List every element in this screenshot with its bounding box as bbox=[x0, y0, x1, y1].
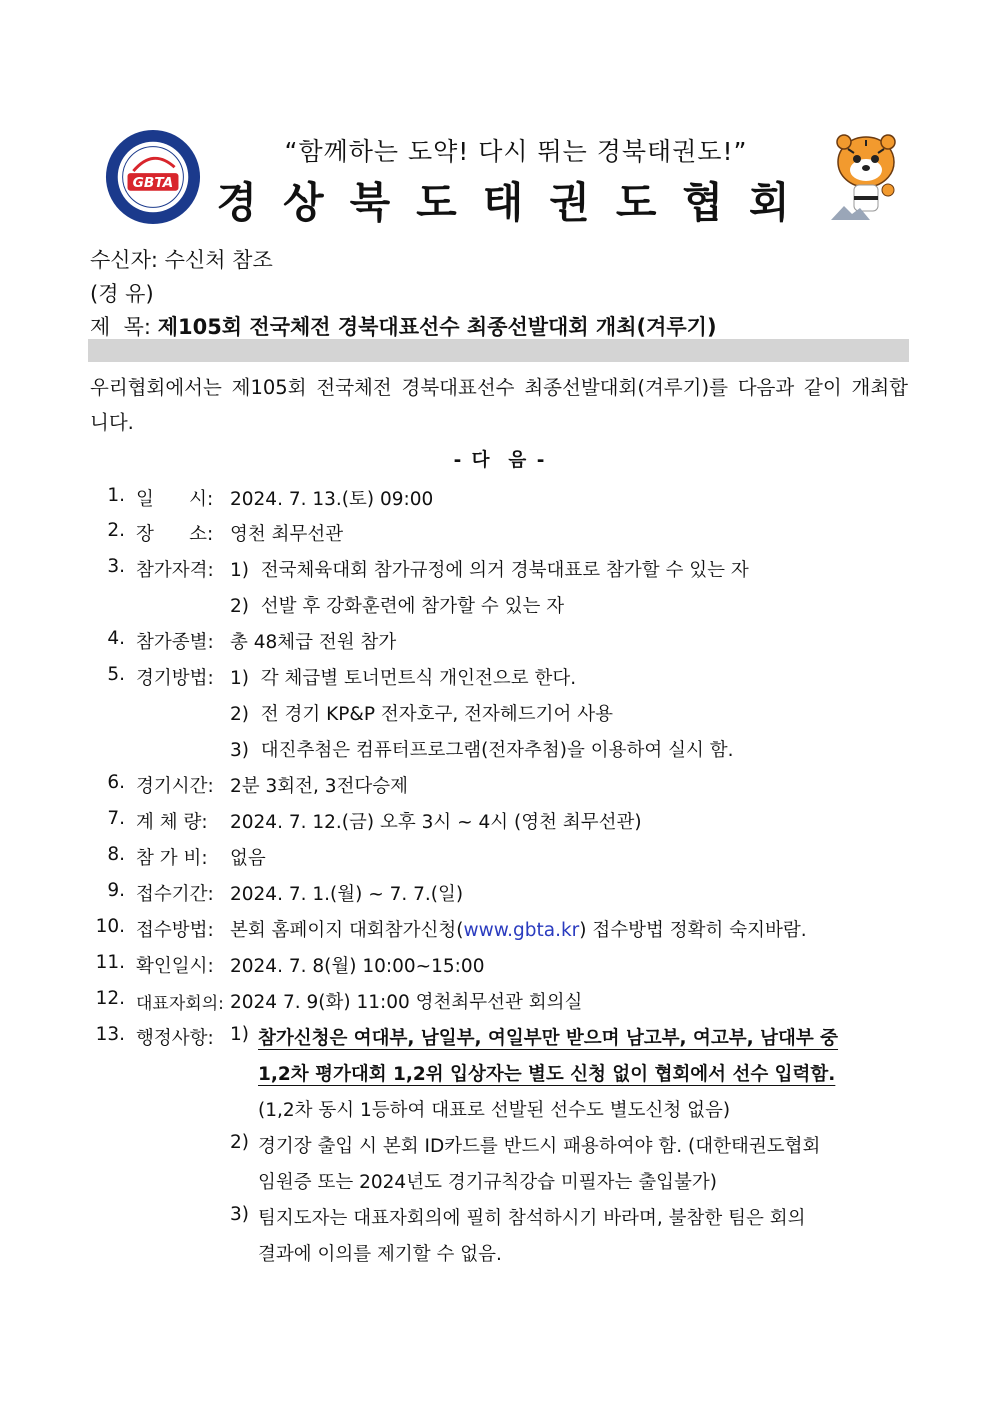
item-label: 접수기간: bbox=[136, 884, 214, 905]
admin-item-3-line-2: 결과에 이의를 제기할 수 없음. bbox=[258, 1244, 502, 1265]
recipient-line bbox=[90, 244, 273, 274]
item-number: 8. bbox=[107, 844, 125, 865]
item-value: 총 48체급 전원 참가 bbox=[230, 632, 397, 653]
recipient-label: 수신자: bbox=[90, 248, 158, 272]
item-label: 경기시간: bbox=[136, 776, 214, 797]
item-label: 참 가 비: bbox=[136, 848, 208, 869]
website-link[interactable]: www.gbta.kr bbox=[463, 920, 580, 941]
item-value: 1) 각 체급별 토너먼트식 개인전으로 한다. bbox=[230, 668, 577, 689]
item-label: 경기방법: bbox=[136, 668, 214, 689]
item-label: 참가자격: bbox=[136, 560, 214, 581]
item-5-sub-3: 3) 대진추첨은 컴퓨터프로그램(전자추첨)을 이용하여 실시 함. bbox=[230, 740, 734, 761]
section-title: - 다 음 - bbox=[453, 450, 547, 471]
admin-item-1-line-2 bbox=[258, 1060, 835, 1086]
admin-item-number: 2) bbox=[230, 1132, 249, 1153]
slogan: “함께하는 도약! 다시 뛰는 경북태권도!” bbox=[284, 137, 748, 166]
item-value: 없음 bbox=[230, 848, 266, 869]
item-label: 일 시: bbox=[136, 489, 214, 510]
item-number: 13. bbox=[95, 1024, 125, 1045]
item-number: 7. bbox=[107, 808, 125, 829]
admin-line: 팀지도자는 대표자회의에 필히 참석하시기 바라며, 불참한 팀은 회의 bbox=[258, 1208, 806, 1229]
recipient-value: 수신처 참조 bbox=[164, 248, 273, 272]
item-value: 영천 최무선관 bbox=[230, 524, 344, 545]
item-value-before: 본회 홈페이지 대회참가신청( bbox=[230, 920, 464, 941]
item-label: 참가종별: bbox=[136, 632, 214, 653]
item-value: 2024. 7. 13.(토) 09:00 bbox=[230, 489, 434, 510]
organization-name: 경상북도태권도협회 bbox=[216, 178, 816, 227]
item-value-after: ) 접수방법 정확히 숙지바람. bbox=[579, 920, 807, 941]
item-value: 1) 전국체육대회 참가규정에 의거 경북대표로 참가할 수 있는 자 bbox=[230, 560, 749, 581]
item-label: 접수방법: bbox=[136, 920, 214, 941]
item-3-sub-2: 2) 선발 후 강화훈련에 참가할 수 있는 자 bbox=[230, 596, 565, 617]
item-value: 2024 7. 9(화) 11:00 영천최무선관 회의실 bbox=[230, 992, 583, 1013]
item-number: 4. bbox=[107, 628, 125, 649]
item-number: 11. bbox=[95, 952, 125, 973]
item-number: 1. bbox=[107, 485, 125, 506]
item-label: 대표자회의: bbox=[136, 994, 224, 1014]
item-value: 2024. 7. 1.(월) ~ 7. 7.(일) bbox=[230, 884, 464, 905]
item-label: 행정사항: bbox=[136, 1028, 214, 1049]
admin-line: 참가신청은 여대부, 남일부, 여일부만 받으며 남고부, 여고부, 남대부 중 bbox=[258, 1028, 839, 1049]
admin-item-1-line-3: (1,2차 동시 1등하여 대표로 선발된 선수도 별도신청 없음) bbox=[258, 1100, 731, 1121]
admin-item-number: 3) bbox=[230, 1204, 249, 1225]
item-value: 2분 3회전, 3전다승제 bbox=[230, 776, 409, 797]
item-label: 확인일시: bbox=[136, 956, 214, 977]
subject-value: 제105회 전국체전 경북대표선수 최종선발대회 개최(겨루기) bbox=[157, 315, 717, 339]
item-number: 10. bbox=[95, 916, 125, 937]
intro-paragraph: 우리협회에서는 제105회 전국체전 경북대표선수 최종선발대회(겨루기)를 다음과 같이 개최합니다. bbox=[90, 376, 908, 434]
item-number: 6. bbox=[107, 772, 125, 793]
item-number: 3. bbox=[107, 556, 125, 577]
item-5-sub-2: 2) 전 경기 KP&P 전자호구, 전자헤드기어 사용 bbox=[230, 704, 613, 725]
item-value: 2024. 7. 12.(금) 오후 3시 ~ 4시 (영천 최무선관) bbox=[230, 812, 642, 833]
admin-line: 경기장 출입 시 본회 ID카드를 반드시 패용하여야 함. (대한태권도협회 bbox=[258, 1136, 821, 1157]
subject-label: 제 목: bbox=[90, 315, 151, 339]
item-label: 계 체 량: bbox=[136, 812, 208, 833]
item-number: 12. bbox=[95, 988, 125, 1009]
subject-line bbox=[90, 311, 717, 341]
item-value bbox=[230, 916, 807, 942]
admin-line: 1,2차 평가대회 1,2위 입상자는 별도 신청 없이 협회에서 선수 입력함. bbox=[258, 1064, 836, 1085]
item-number: 9. bbox=[107, 880, 125, 901]
logo-text: GBTA bbox=[132, 174, 174, 191]
via-line: (경 유) bbox=[90, 282, 154, 306]
admin-item-2-line-2: 임원증 또는 2024년도 경기규칙강습 미필자는 출입불가) bbox=[258, 1172, 717, 1193]
item-number: 5. bbox=[107, 664, 125, 685]
item-value: 2024. 7. 8(월) 10:00~15:00 bbox=[230, 956, 485, 977]
admin-item-number: 1) bbox=[230, 1024, 249, 1045]
item-label: 장 소: bbox=[136, 524, 214, 545]
item-number: 2. bbox=[107, 520, 125, 541]
divider-bar bbox=[88, 339, 909, 362]
